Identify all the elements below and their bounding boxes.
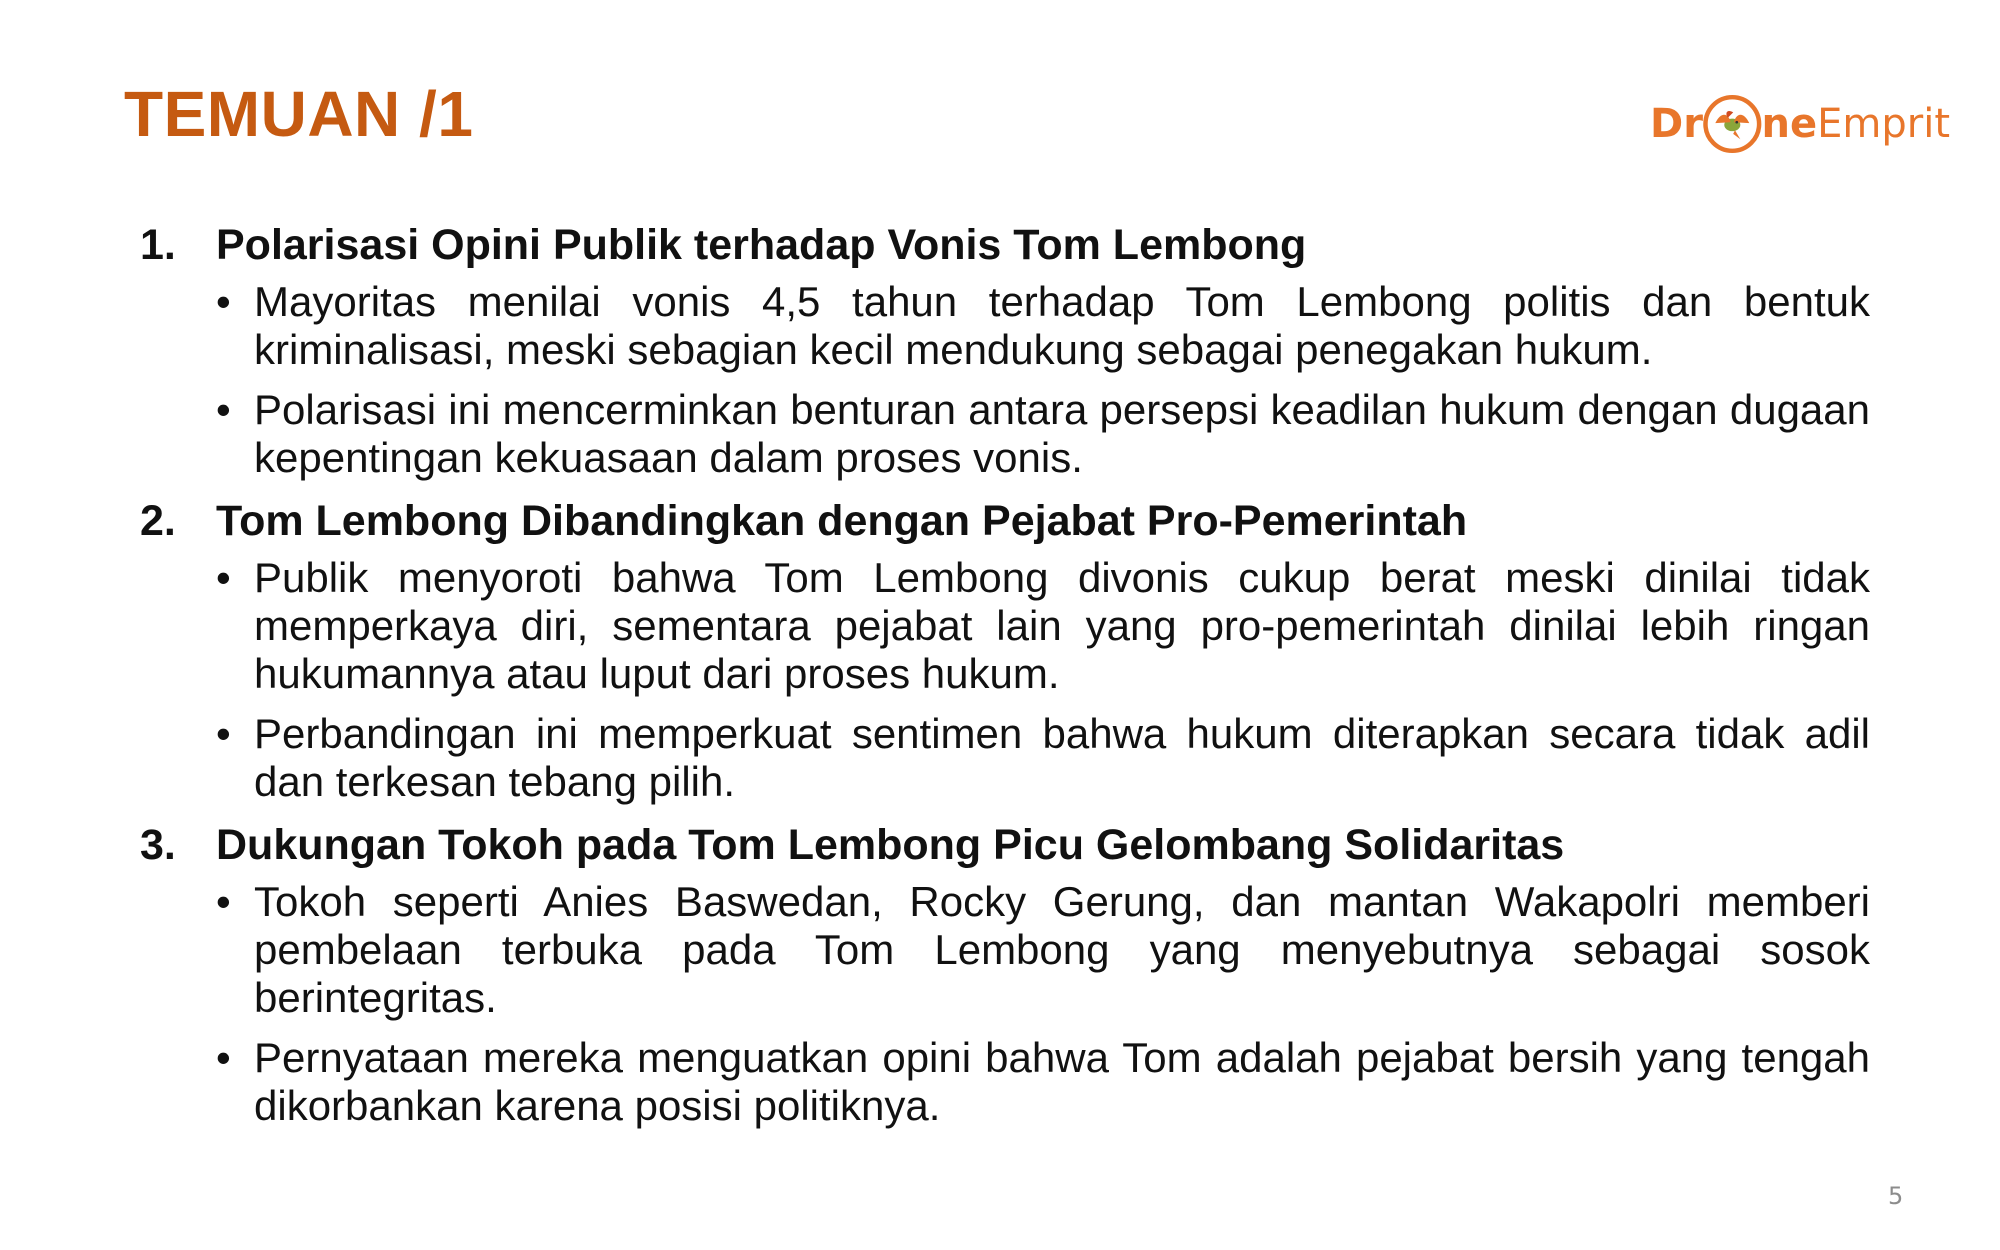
finding-number: 3. [140, 821, 176, 869]
finding-item-3 [140, 818, 1870, 1130]
finding-title: Polarisasi Opini Publik terhadap Vonis Tom Lembong [216, 221, 1307, 269]
logo-text-dr: Dr [1650, 101, 1703, 147]
bullet-item [216, 1034, 1870, 1130]
page-number: 5 [1888, 1182, 1904, 1210]
finding-bullets [140, 878, 1870, 1130]
finding-item-1 [140, 218, 1870, 482]
bullet-dot-icon: • [216, 554, 231, 601]
bullet-dot-icon: • [216, 278, 231, 325]
finding-number: 2. [140, 497, 176, 545]
bullet-text: Publik menyoroti bahwa Tom Lembong divonis cukup berat meski dinilai tidak memperkaya diri, sementara pejabat lain yang pro-pemerintah dinilai lebih ringan hukumannya atau luput dari proses hukum. [254, 554, 1870, 697]
finding-heading [140, 218, 1870, 272]
finding-number: 1. [140, 221, 176, 269]
finding-title: Tom Lembong Dibandingkan dengan Pejabat Pro-Pemerintah [216, 497, 1468, 545]
finding-item-2 [140, 494, 1870, 806]
bullet-item [216, 386, 1870, 482]
finding-bullets [140, 554, 1870, 806]
finding-bullets [140, 278, 1870, 482]
finding-title: Dukungan Tokoh pada Tom Lembong Picu Gelombang Solidaritas [216, 821, 1565, 869]
slide-title: TEMUAN /1 [124, 78, 474, 150]
bullet-text: Mayoritas menilai vonis 4,5 tahun terhadap Tom Lembong politis dan bentuk kriminalisasi, meski sebagian kecil mendukung sebagai penegakan hukum. [254, 278, 1870, 373]
bullet-dot-icon: • [216, 1034, 231, 1081]
finding-heading [140, 818, 1870, 872]
bullet-item [216, 710, 1870, 806]
bullet-dot-icon: • [216, 710, 231, 757]
bullet-text: Pernyataan mereka menguatkan opini bahwa Tom adalah pejabat bersih yang tengah dikorbankan karena posisi politiknya. [254, 1034, 1870, 1129]
logo-text-ne: ne [1761, 101, 1818, 147]
bullet-item [216, 878, 1870, 1022]
drone-bird-icon [1701, 89, 1764, 159]
bullet-dot-icon: • [216, 878, 231, 925]
finding-heading [140, 494, 1870, 548]
logo-text-emprit: Emprit [1817, 101, 1950, 147]
bullet-text: Polarisasi ini mencerminkan benturan antara persepsi keadilan hukum dengan dugaan kepentingan kekuasaan dalam proses vonis. [254, 386, 1870, 481]
bullet-text: Perbandingan ini memperkuat sentimen bahwa hukum diterapkan secara tidak adil dan terkesan tebang pilih. [254, 710, 1870, 805]
drone-emprit-logo [1650, 86, 1950, 162]
bullet-item [216, 554, 1870, 698]
bullet-item [216, 278, 1870, 374]
bullet-dot-icon: • [216, 386, 231, 433]
findings-list [140, 218, 1870, 1142]
bullet-text: Tokoh seperti Anies Baswedan, Rocky Gerung, dan mantan Wakapolri memberi pembelaan terbuka pada Tom Lembong yang menyebutnya sebagai sosok berintegritas. [254, 878, 1870, 1021]
